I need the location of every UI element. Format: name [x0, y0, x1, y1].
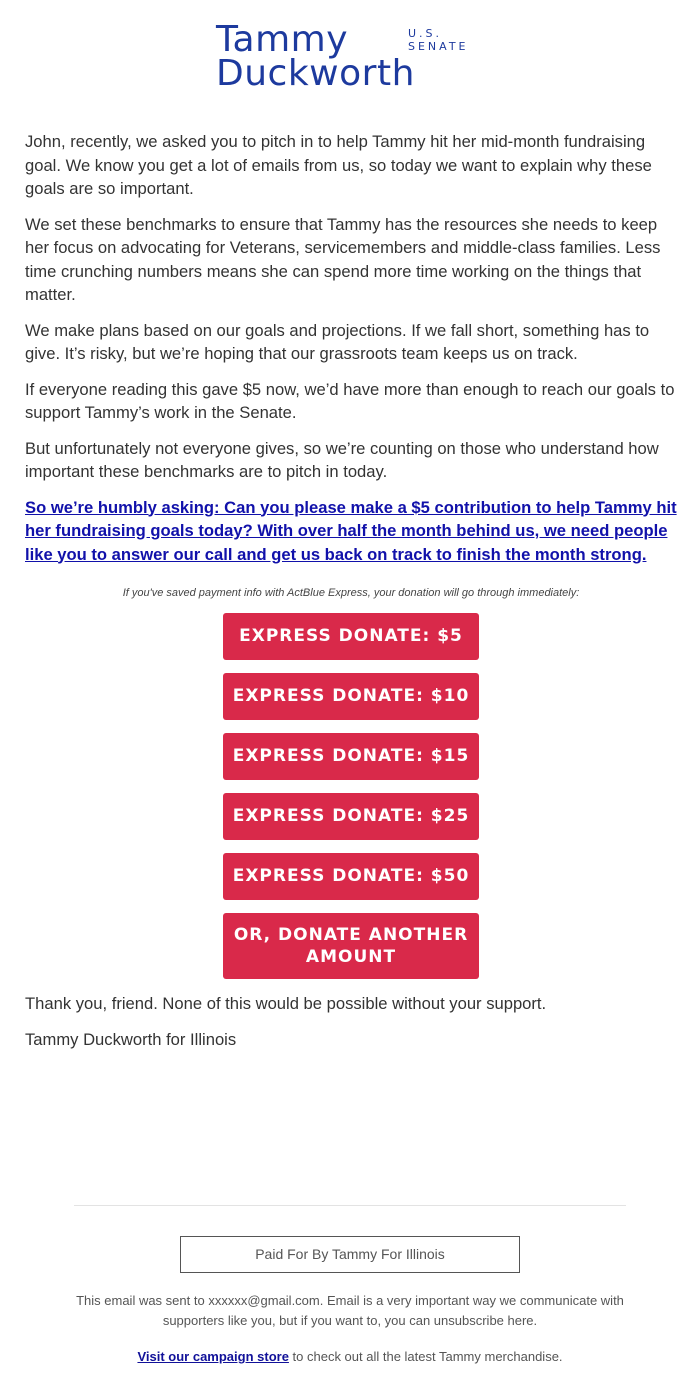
recipient-email: xxxxxx@gmail.com [208, 1293, 320, 1308]
express-donate-15-button[interactable]: EXPRESS DONATE: $15 [223, 733, 479, 780]
signature: Tammy Duckworth for Illinois [25, 1029, 237, 1049]
logo-first-name: Tammy [216, 19, 349, 60]
express-donate-50-button[interactable]: EXPRESS DONATE: $50 [223, 853, 479, 900]
contribution-ask-link[interactable]: So we’re humbly asking: Can you please make a $5 contribution to help Tammy hit her fundraising goals today? With over half the month behind us, we need people like you to answer our call and get us back on track to finish the month strong. [25, 497, 677, 564]
sent-prefix: This email was sent to [76, 1293, 209, 1308]
logo-senate-tag: SENATE [408, 40, 469, 53]
express-donate-25-button[interactable]: EXPRESS DONATE: $25 [223, 793, 479, 840]
store-suffix: to check out all the latest Tammy merchandise. [288, 1349, 563, 1364]
email-body [25, 130, 677, 1063]
body-paragraph: John, recently, we asked you to pitch in to help Tammy hit her mid-month fundraising goal. We know you get a lot of emails from us, so today we want to explain why these goals are so important. [25, 132, 652, 198]
body-paragraph: If everyone reading this gave $5 now, we’d have more than enough to reach our goals to support Tammy’s work in the Senate. [25, 379, 675, 422]
express-donate-5-button[interactable]: EXPRESS DONATE: $5 [223, 613, 479, 660]
campaign-store-link[interactable]: Visit our campaign store [137, 1349, 289, 1364]
email-footer [0, 1205, 700, 1367]
ask-paragraph [25, 496, 677, 567]
sent-to-notice [70, 1291, 630, 1331]
body-paragraph: We set these benchmarks to ensure that Tammy has the resources she needs to keep her focus on advocating for Veterans, servicemembers and middle-class families. Less time crunching numbers means she can spend more time working on the things that matter. [25, 214, 661, 304]
express-donate-10-button[interactable]: EXPRESS DONATE: $10 [223, 673, 479, 720]
express-note: If you've saved payment info with ActBlue Express, your donation will go through immediately: [122, 587, 580, 599]
campaign-logo [0, 20, 700, 100]
logo-last-name: Duckworth [216, 53, 415, 94]
store-notice [70, 1347, 630, 1367]
donate-other-amount-button[interactable] [223, 913, 479, 979]
donate-buttons [25, 613, 677, 979]
body-paragraph: But unfortunately not everyone gives, so we’re counting on those who understand how important these benchmarks are to pitch in today. [25, 438, 659, 481]
other-amount-label-line1: OR, DONATE ANOTHER [233, 925, 469, 945]
unsubscribe-text[interactable]: . Email is a very important way we communicate with supporters like you, but if you want to, you can unsubscribe here. [162, 1293, 624, 1328]
thanks-text: Thank you, friend. None of this would be possible without your support. [25, 994, 547, 1013]
other-amount-label-line2: AMOUNT [305, 947, 397, 967]
footer-divider [74, 1205, 626, 1206]
body-paragraph: We make plans based on our goals and projections. If we fall short, something has to give. It’s risky, but we’re hoping that our grassroots team keeps us on track. [25, 320, 650, 363]
paid-for-box: Paid For By Tammy For Illinois [180, 1236, 520, 1273]
logo-us-tag: U.S. [408, 27, 443, 40]
